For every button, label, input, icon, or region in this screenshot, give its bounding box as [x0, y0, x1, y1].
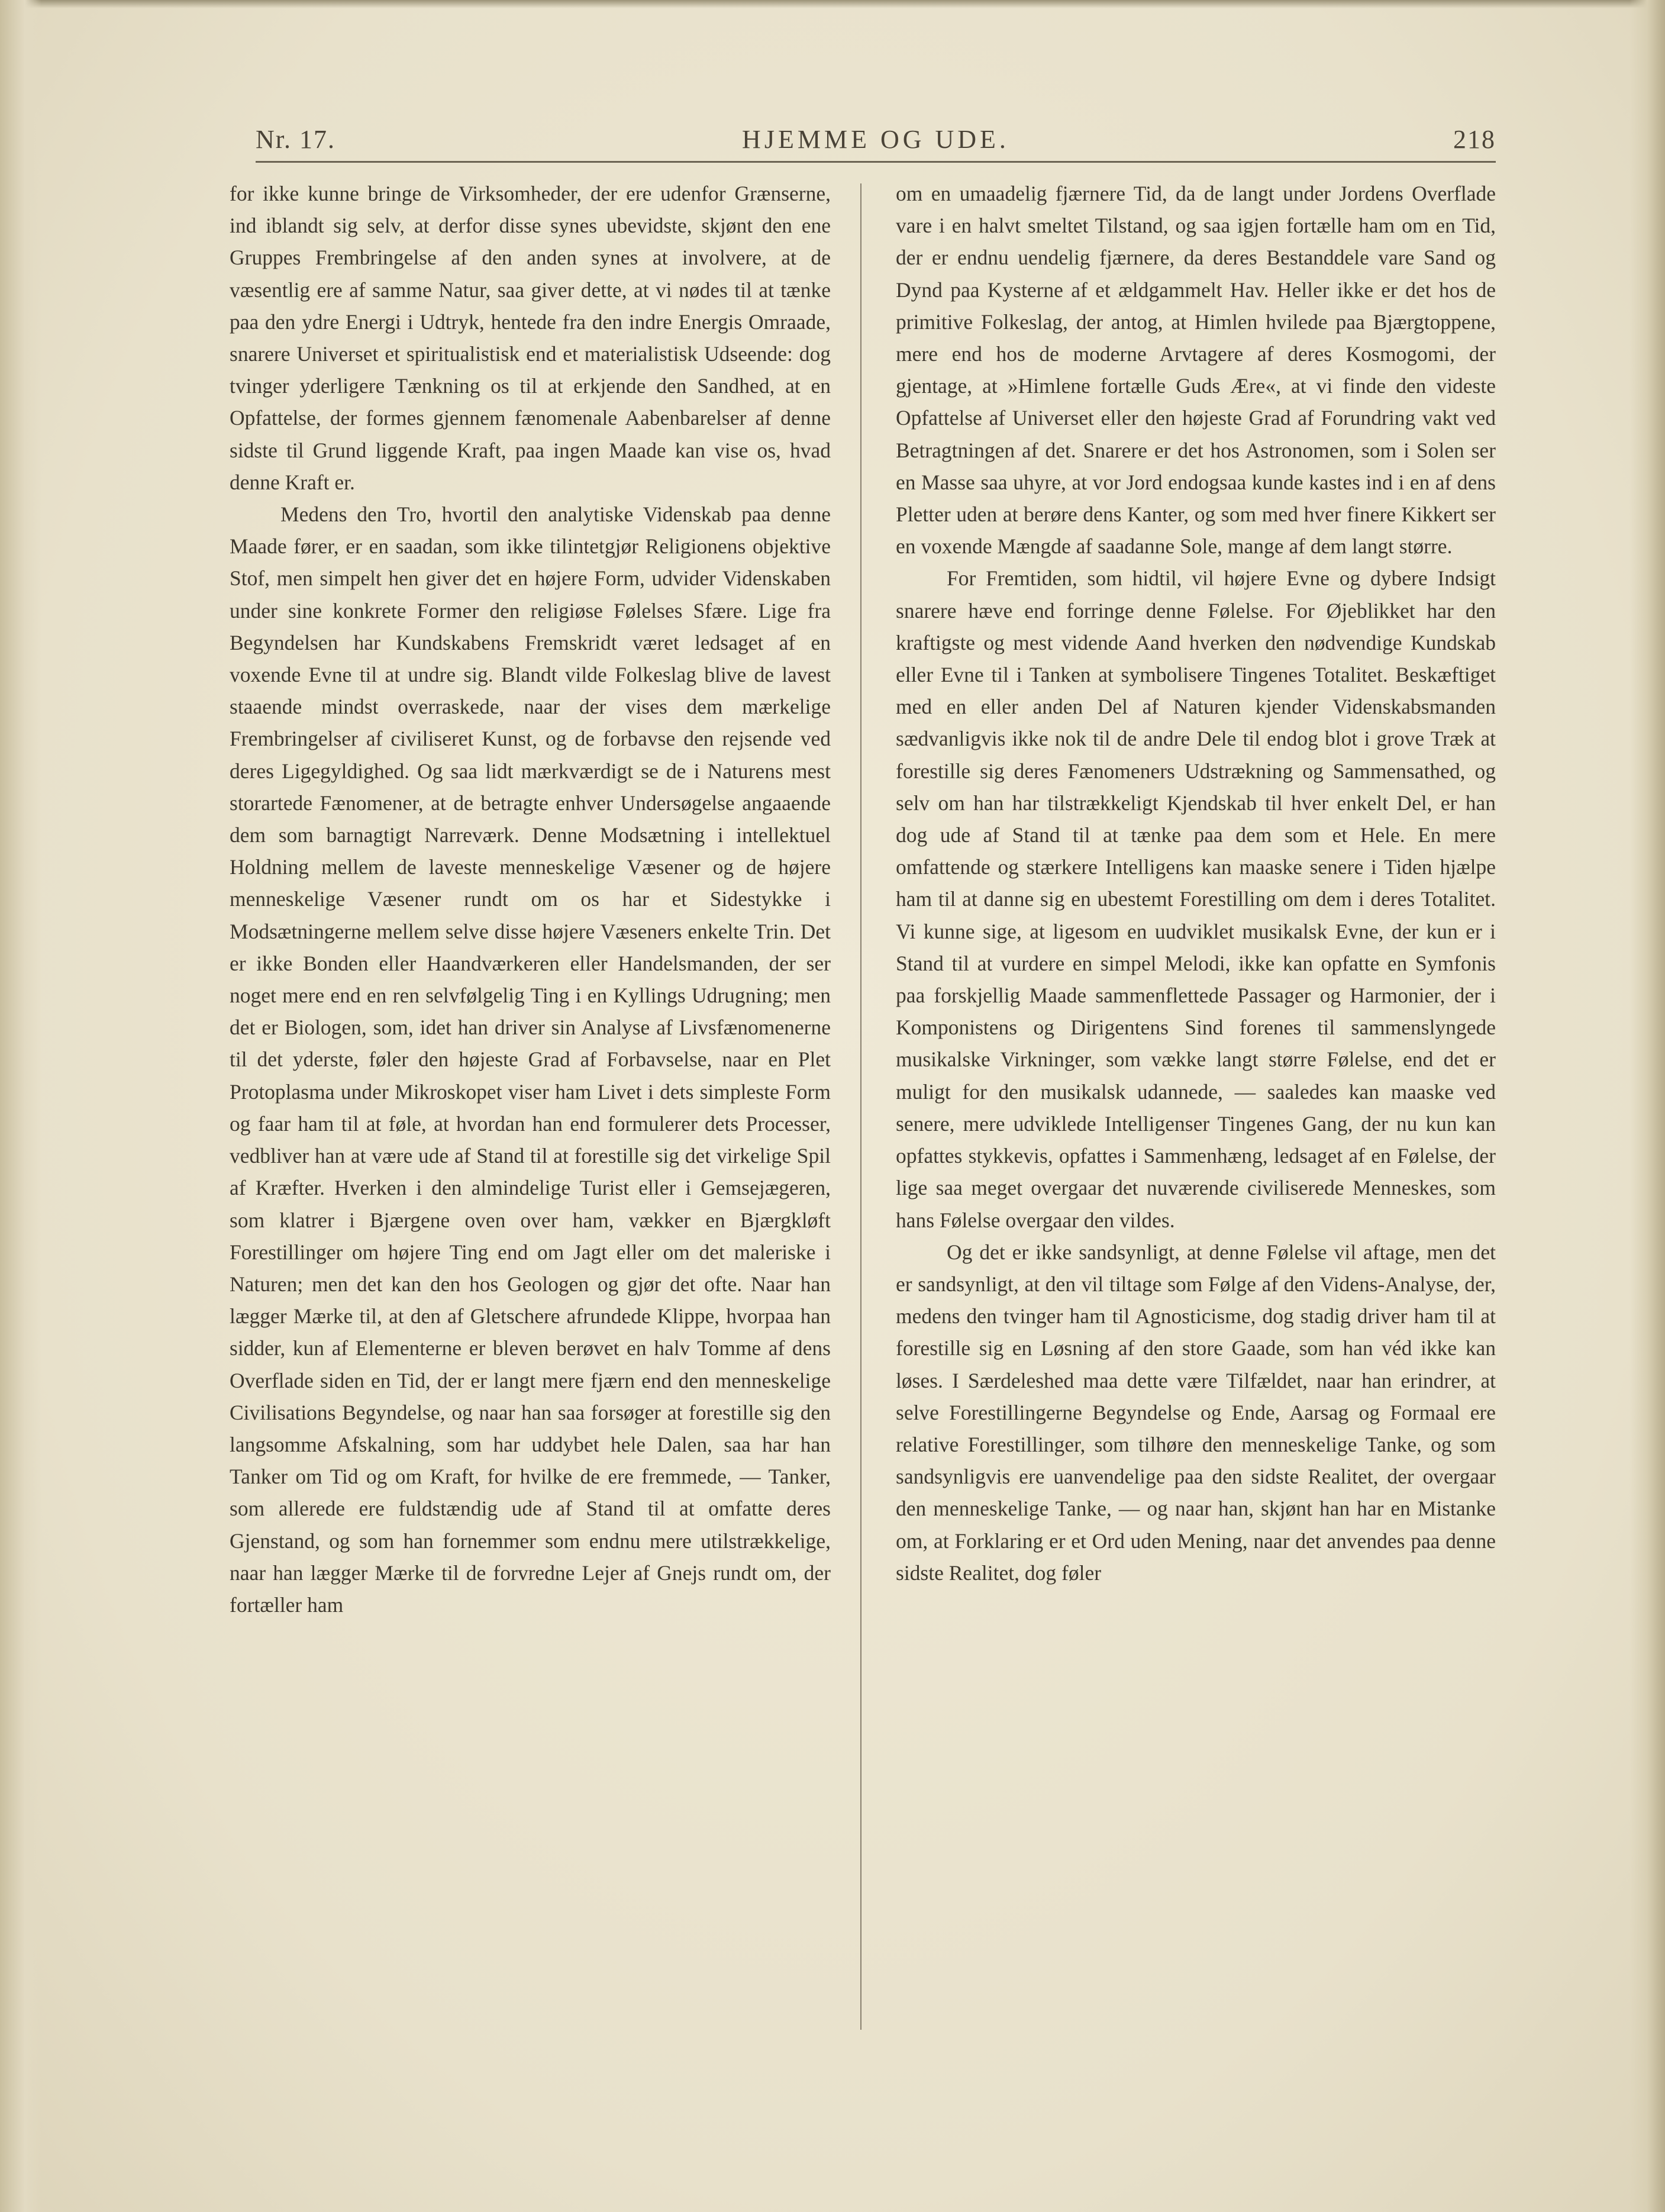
paragraph: om en umaadelig fjærnere Tid, da de langt under Jordens Overflade vare i en halvt smeltet Tilstand, og saa igjen fortælle ham om en Tid, der er endnu uendelig fjærnere, da deres Bestanddele vare Sand og Dynd paa Kysterne af et ældgammelt Hav. Heller ikke er det hos de primitive Folkeslag, der antog, at Himlen hvilede paa Bjærgtoppene, mere end hos de moderne Arvtagere af deres Kosmogomi, der gjentage, at »Himlene fortælle Guds Ære«, at vi finde den videste Opfattelse af Universet eller den højeste Grad af Forundring vakt ved Betragtningen af det. Snarere er det hos Astronomen, som i Solen ser en Masse saa uhyre, at vor Jord endogsaa kunde kastes ind i en af dens Pletter uden at berøre dens Kanter, og som med hver finere Kikkert ser en voxende Mængde af saadanne Sole, mange af dem langt større. — [896, 182, 1496, 559]
column-divider — [860, 183, 861, 2030]
paragraph: For Fremtiden, som hidtil, vil højere Evne og dybere Indsigt snarere hæve end forringe denne Følelse. For Øjeblikket har den kraftigste og mest vidende Aand hverken den nødvendige Kundskab eller Evne til i Tanken at symbolisere Tingenes Totalitet. Beskæftiget med en eller anden Del af Naturen kjender Videnskabsmanden sædvanligvis ikke nok til de andre Dele til endog blot i grove Træk at forestille sig deres Fænomeners Udstrækning og Sammensathed, og selv om han har tilstrækkeligt Kjendskab til hver enkelt Del, er han dog ude af Stand til at tænke paa dem som et Hele. En mere omfattende og stærkere Intelligens kan maaske senere i Tiden hjælpe ham til at danne sig en ubestemt Forestilling om dem i deres Totalitet. Vi kunne sige, at ligesom en uudviklet musikalsk Evne, der kun er i Stand til at vurdere en simpel Melodi, ikke kan opfatte en Symfonis paa forskjellig Maade sammenflettede Passager og Harmonier, der i Komponistens og Dirigentens Sind forenes til sammenslyngede musikalske Virkninger, som vække langt større Følelse, end det er muligt for den musikalsk udannede, — saaledes kan maaske ved senere, mere udviklede Intelligenser Tingenes Gang, der nu kun kan opfattes stykkevis, opfattes i Sammenhæng, ledsaget af en Følelse, der lige saa meget overgaar det nuværende civiliserede Menneskes, som hans Følelse overgaar den vildes. — [896, 566, 1496, 1232]
page-left-edge — [0, 0, 41, 2212]
page-right-edge — [1629, 0, 1665, 2212]
paragraph: for ikke kunne bringe de Virksomheder, der ere udenfor Grænserne, ind iblandt sig selv, at derfor disse synes ubevidste, skjønt den ene Gruppes Frembringelse af den anden synes at involvere, at de væsentlig ere af samme Natur, saa giver dette, at vi nødes til at tænke paa den ydre Energi i Udtryk, hentede fra den indre Energis Omraade, snarere Universet et spiritualistisk end et materialistisk Udseende: dog tvinger yderligere Tænkning os til at erkjende den Sandhed, at en Opfattelse, der formes gjennem fænomenale Aabenbarelser af denne sidste til Grund liggende Kraft, paa ingen Maade kan vise os, hvad denne Kraft er. — [230, 182, 831, 494]
page-top-shadow — [0, 0, 1665, 8]
left-column — [230, 178, 831, 1621]
right-column — [896, 178, 1496, 1589]
issue-number: Nr. 17. — [256, 125, 335, 154]
running-header — [256, 124, 1496, 162]
header-rule — [256, 161, 1496, 163]
page-number: 218 — [1453, 125, 1496, 154]
journal-title: HJEMME OG UDE. — [742, 125, 1009, 154]
paragraph: Og det er ikke sandsynligt, at denne Følelse vil aftage, men det er sandsynligt, at den vil tiltage som Følge af den Videns-Analyse, der, medens den tvinger ham til Agnosticisme, dog stadig driver ham til at forestille sig en Løsning af den store Gaade, som han véd ikke kan løses. I Særdeleshed maa dette være Tilfældet, naar han erindrer, at selve Forestillingerne Begyndelse og Ende, Aarsag og Formaal ere relative Forestillinger, som tilhøre den menneskelige Tanke, og som sandsynligvis ere uanvendelige paa den sidste Realitet, der overgaar den menneskelige Tanke, — og naar han, skjønt han har en Mistanke om, at Forklaring er et Ord uden Mening, naar det anvendes paa denne sidste Realitet, dog føler — [896, 1240, 1496, 1585]
paragraph: Medens den Tro, hvortil den analytiske Videnskab paa denne Maade fører, er en saadan, som ikke tilintetgjør Religionens objektive Stof, men simpelt hen giver det en højere Form, udvider Videnskaben under sine konkrete Former den religiøse Følelses Sfære. Lige fra Begyndelsen har Kundskabens Fremskridt været ledsaget af en voxende Evne til at undre sig. Blandt vilde Folkeslag blive de lavest staaende mindst overraskede, naar der vises dem mærkelige Frembringelser af civiliseret Kunst, og de forbavse den rejsende ved deres Ligegyldighed. Og saa lidt mærkværdigt se de i Naturens mest storartede Fænomener, at de betragte enhver Undersøgelse angaaende dem som barnagtigt Narreværk. Denne Modsætning i intellektuel Holdning mellem de laveste menneskelige Væsener og de højere menneskelige Væsener rundt om os har et Sidestykke i Modsætningerne mellem selve disse højere Væseners enkelte Trin. Det er ikke Bonden eller Haandværkeren eller Handelsmanden, der ser noget mere end en ren selvfølgelig Ting i en Kyllings Udrugning; men det er Biologen, som, idet han driver sin Analyse af Livsfænomenerne til det yderste, føler den højeste Grad af Forbavselse, naar en Plet Protoplasma under Mikroskopet viser ham Livet i dets simpleste Form og faar ham til at føle, at hvordan han end formulerer dets Processer, vedbliver han at være ude af Stand til at forestille sig det virkelige Spil af Kræfter. Hverken i den almindelige Turist eller i Gemsejægeren, som klatrer i Bjærgene oven over ham, vækker en Bjærgkløft Forestillinger om højere Ting end om Jagt eller om det maleriske i Naturen; men det kan den hos Geologen og gjør det ofte. Naar han lægger Mærke til, at den af Gletschere afrundede Klippe, hvorpaa han sidder, kun af Elementerne er bleven berøvet en halv Tomme af dens Overflade siden en Tid, der er langt mere fjærn end den menneskelige Civilisations Begyndelse, og naar han saa forsøger at forestille sig den langsomme Afskalning, som har uddybet hele Dalen, saa har han Tanker om Tid og om Kraft, for hvilke de ere fremmede, — Tanker, som allerede ere fuldstændig ude af Stand til at omfatte deres Gjenstand, og som han fornemmer som endnu mere utilstrækkelige, naar han lægger Mærke til de forvredne Lejer af Gnejs rundt om, der fortæller ham — [230, 502, 831, 1617]
